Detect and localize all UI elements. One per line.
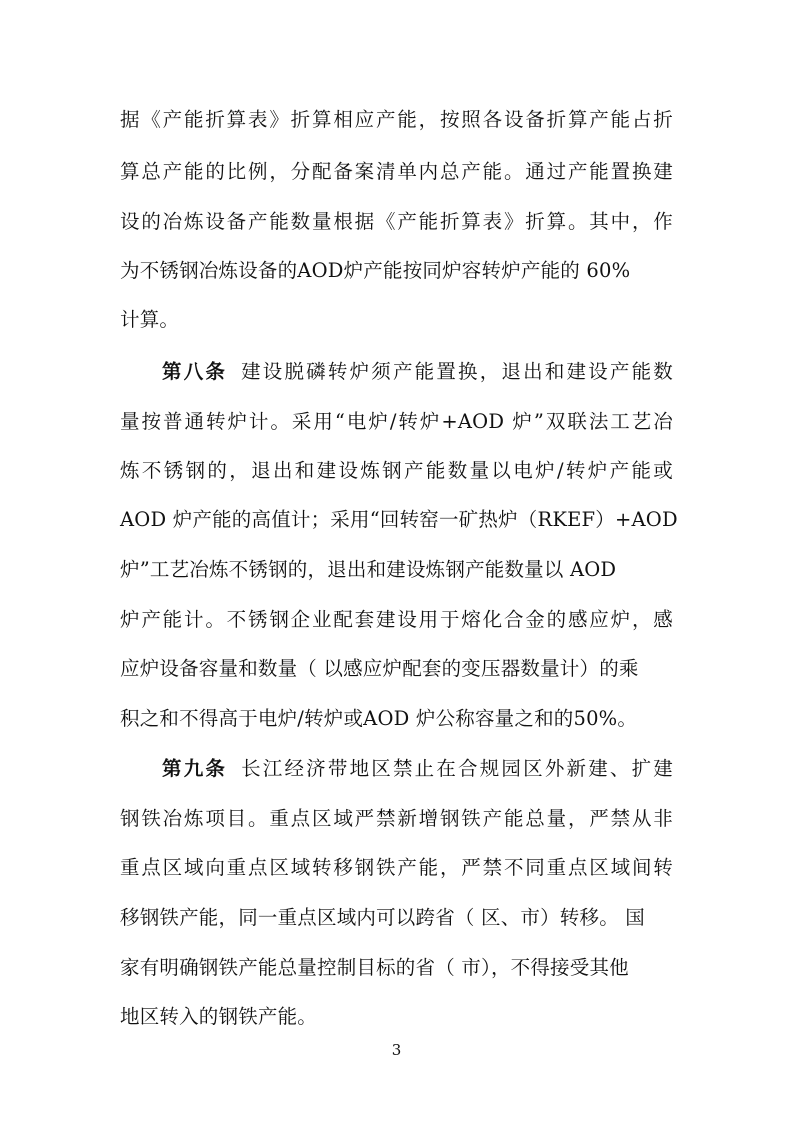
article-8-label: 第八条: [162, 360, 228, 383]
text-line: 应炉设备容量和数量（ 以感应炉配套的变压器数量计）的乘: [120, 657, 639, 680]
article-9-first-line: 第九条 长江经济带地区禁止在合规园区外新建、扩建: [162, 757, 673, 780]
text-line: 炉产能计。不锈钢企业配套建设用于熔化合金的感应炉，感: [120, 608, 673, 631]
article-8-first-line: 第八条 建设脱磷转炉须产能置换，退出和建设产能数: [162, 360, 673, 383]
text-line: 积之和不得高于电炉/转炉或AOD 炉公称容量之和的50%。: [120, 707, 638, 730]
page-number: 3: [391, 1041, 402, 1059]
text-line: 钢铁冶炼项目。重点区域严禁新增钢铁产能总量，严禁从非: [120, 807, 673, 830]
text-line: 家有明确钢铁产能总量控制目标的省（ 市），不得接受其他: [120, 956, 629, 979]
text-line: 为不锈钢冶炼设备的AOD炉产能按同炉容转炉产能的 60%: [120, 259, 631, 282]
text-line: 移钢铁产能，同一重点区域内可以跨省（ 区、市）转移。 国: [120, 906, 645, 929]
text-line: 炼不锈钢的，退出和建设炼钢产能数量以电炉/转炉产能或: [120, 459, 673, 482]
text-line: 量按普通转炉计。采用“电炉/转炉+AOD 炉”双联法工艺冶: [120, 410, 673, 433]
text-line: 炉”工艺冶炼不锈钢的，退出和建设炼钢产能数量以 AOD: [120, 558, 617, 581]
text-line: 据《产能折算表》折算相应产能，按照各设备折算产能占折: [120, 108, 673, 131]
text-line: 设的冶炼设备产能数量根据《产能折算表》折算。其中，作: [120, 210, 673, 233]
text-line: 算总产能的比例，分配备案清单内总产能。通过产能置换建: [120, 160, 673, 183]
text-line: AOD 炉产能的高值计；采用“回转窑一矿热炉（RKEF）+AOD: [120, 508, 678, 531]
article-9-label: 第九条: [162, 757, 228, 780]
text-line: 地区转入的钢铁产能。: [120, 1005, 318, 1028]
text-line: 重点区域向重点区域转移钢铁产能，严禁不同重点区域间转: [120, 856, 673, 879]
text-line: 计算。: [120, 308, 180, 331]
